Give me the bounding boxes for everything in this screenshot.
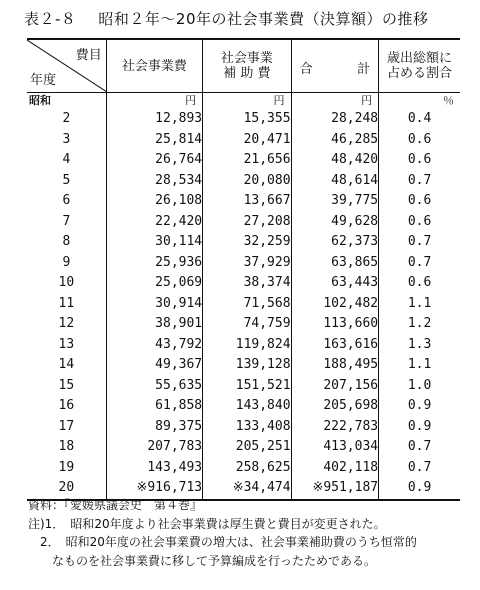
year-cell: 16: [58, 398, 75, 413]
unit-col1: 円: [106, 93, 202, 110]
table-row: [27, 212, 460, 233]
total-cell: 49,628: [291, 212, 379, 233]
subsidy-cell: 32,259: [203, 232, 291, 253]
social-expense-cell: 26,764: [106, 150, 202, 171]
year-cell: 15: [58, 377, 75, 393]
header-row: [27, 39, 460, 93]
total-cell: 48,614: [291, 171, 379, 192]
year-cell: 20: [58, 480, 75, 495]
notes-section: [28, 496, 468, 570]
social-expense-cell: 22,420: [106, 212, 202, 233]
table-row: [27, 130, 460, 151]
year-cell: 13: [58, 336, 75, 352]
subsidy-cell: 20,080: [203, 171, 291, 192]
ratio-cell: 1.0: [379, 376, 460, 397]
ratio-cell: 0.7: [379, 458, 460, 479]
social-expense-cell: 25,069: [106, 273, 202, 294]
table-row: [27, 253, 460, 274]
table-row: [27, 314, 460, 335]
table-row: [27, 150, 460, 171]
table-row: [27, 376, 460, 397]
ratio-cell: 0.9: [379, 478, 460, 500]
table-row: [27, 458, 460, 479]
ratio-cell: 0.6: [379, 150, 460, 171]
table-row: [27, 232, 460, 253]
year-cell: 4: [62, 152, 71, 167]
unit-col4: ％: [379, 93, 460, 110]
total-cell: 62,373: [291, 232, 379, 253]
subsidy-cell: 20,471: [203, 130, 291, 151]
year-cell: 18: [58, 439, 75, 454]
social-expense-cell: 143,493: [106, 458, 202, 479]
social-expense-cell: 207,783: [106, 437, 202, 458]
social-expense-cell: 26,108: [106, 191, 202, 212]
total-cell: 46,285: [291, 130, 379, 151]
social-expense-cell: 43,792: [106, 335, 202, 356]
total-cell: 413,034: [291, 437, 379, 458]
year-cell: 6: [62, 193, 71, 208]
subsidy-cell: 205,251: [203, 437, 291, 458]
ratio-cell: 1.1: [379, 294, 460, 315]
total-cell: 205,698: [291, 396, 379, 417]
header-total: 合 計: [291, 39, 379, 93]
note-2-line-1: 2． 昭和20年度の社会事業費の増大は、社会事業補助費のうち恒常的: [40, 535, 417, 549]
year-cell: 5: [62, 172, 71, 188]
header-social-expense: 社会事業費: [106, 39, 202, 93]
note-1: 注)1． 昭和20年度より社会事業費は厚生費と費目が変更された。: [28, 516, 386, 531]
table-row: [27, 171, 460, 192]
ratio-cell: 1.3: [379, 335, 460, 356]
subsidy-cell: 71,568: [203, 294, 291, 315]
total-cell: 63,865: [291, 253, 379, 274]
total-cell: 207,156: [291, 376, 379, 397]
ratio-cell: 0.9: [379, 417, 460, 438]
year-cell: 7: [62, 213, 71, 229]
ratio-cell: 0.6: [379, 130, 460, 151]
total-cell: 63,443: [291, 273, 379, 294]
year-cell: 14: [58, 357, 75, 372]
total-cell: 402,118: [291, 458, 379, 479]
year-cell: 17: [58, 418, 75, 434]
subsidy-cell: 258,625: [203, 458, 291, 479]
year-cell: 3: [62, 131, 71, 147]
table-row: [27, 335, 460, 356]
social-expense-cell: 55,635: [106, 376, 202, 397]
ratio-cell: 0.6: [379, 273, 460, 294]
table-title: [24, 8, 429, 29]
subsidy-cell: 119,824: [203, 335, 291, 356]
year-cell: 12: [58, 316, 75, 331]
subsidy-cell: ※34,474: [203, 478, 291, 500]
year-cell: 2: [62, 111, 71, 126]
total-cell: 102,482: [291, 294, 379, 315]
table-title-text: 昭和２年～20年の社会事業費（決算額）の推移: [98, 10, 429, 28]
total-cell: 188,495: [291, 355, 379, 376]
year-cell: 10: [58, 275, 75, 290]
corner-label-item: 費目: [75, 48, 102, 63]
social-expense-cell: 28,534: [106, 171, 202, 192]
subsidy-cell: 21,656: [203, 150, 291, 171]
subsidy-cell: 151,521: [203, 376, 291, 397]
ratio-cell: 0.4: [379, 109, 460, 130]
ratio-cell: 0.7: [379, 171, 460, 192]
ratio-cell: 0.7: [379, 253, 460, 274]
social-expense-cell: 49,367: [106, 355, 202, 376]
ratio-cell: 1.1: [379, 355, 460, 376]
year-cell: 9: [62, 254, 71, 270]
social-expense-cell: 25,814: [106, 130, 202, 151]
total-cell: 48,420: [291, 150, 379, 171]
year-cell: 8: [62, 234, 71, 249]
header-ratio: 歳出総額に 占める割合: [379, 39, 460, 93]
total-cell: 163,616: [291, 335, 379, 356]
social-expense-cell: 89,375: [106, 417, 202, 438]
table-row: [27, 273, 460, 294]
table-row: [27, 191, 460, 212]
table-row: [27, 355, 460, 376]
year-cell: 19: [58, 459, 75, 475]
total-cell: 113,660: [291, 314, 379, 335]
subsidy-cell: 133,408: [203, 417, 291, 438]
unit-col3: 円: [291, 93, 379, 110]
total-cell: ※951,187: [291, 478, 379, 500]
unit-col2: 円: [203, 93, 291, 110]
social-expense-cell: 12,893: [106, 109, 202, 130]
subsidy-cell: 13,667: [203, 191, 291, 212]
subsidy-cell: 27,208: [203, 212, 291, 233]
ratio-cell: 0.7: [379, 232, 460, 253]
social-expense-cell: 61,858: [106, 396, 202, 417]
unit-row: [27, 93, 460, 110]
ratio-cell: 0.6: [379, 212, 460, 233]
table-number: 表２-８: [24, 10, 77, 28]
era-label: 昭和: [29, 94, 51, 107]
note-2-line-2: なものを社会事業費に移して予算編成を行ったためである。: [52, 553, 377, 568]
table-body: [27, 93, 460, 500]
expenditure-table: [27, 38, 460, 501]
subsidy-cell: 38,374: [203, 273, 291, 294]
subsidy-cell: 143,840: [203, 396, 291, 417]
corner-header-cell: [27, 39, 106, 93]
table-row: [27, 396, 460, 417]
total-cell: 222,783: [291, 417, 379, 438]
social-expense-cell: 30,914: [106, 294, 202, 315]
source-note: 資料：『愛媛県議会史 第４巻』: [28, 498, 203, 512]
corner-label-year: 年度: [30, 73, 57, 88]
ratio-cell: 0.6: [379, 191, 460, 212]
subsidy-cell: 139,128: [203, 355, 291, 376]
year-cell: 11: [58, 295, 75, 311]
table-row: [27, 109, 460, 130]
subsidy-cell: 74,759: [203, 314, 291, 335]
total-cell: 39,775: [291, 191, 379, 212]
ratio-cell: 0.9: [379, 396, 460, 417]
table-row: [27, 437, 460, 458]
table-row: [27, 417, 460, 438]
header-social-subsidy: 社会事業 補 助 費: [203, 39, 291, 93]
subsidy-cell: 15,355: [203, 109, 291, 130]
ratio-cell: 1.2: [379, 314, 460, 335]
social-expense-cell: 30,114: [106, 232, 202, 253]
subsidy-cell: 37,929: [203, 253, 291, 274]
table-row: [27, 294, 460, 315]
total-cell: 28,248: [291, 109, 379, 130]
social-expense-cell: ※916,713: [106, 478, 202, 500]
social-expense-cell: 25,936: [106, 253, 202, 274]
social-expense-cell: 38,901: [106, 314, 202, 335]
ratio-cell: 0.7: [379, 437, 460, 458]
